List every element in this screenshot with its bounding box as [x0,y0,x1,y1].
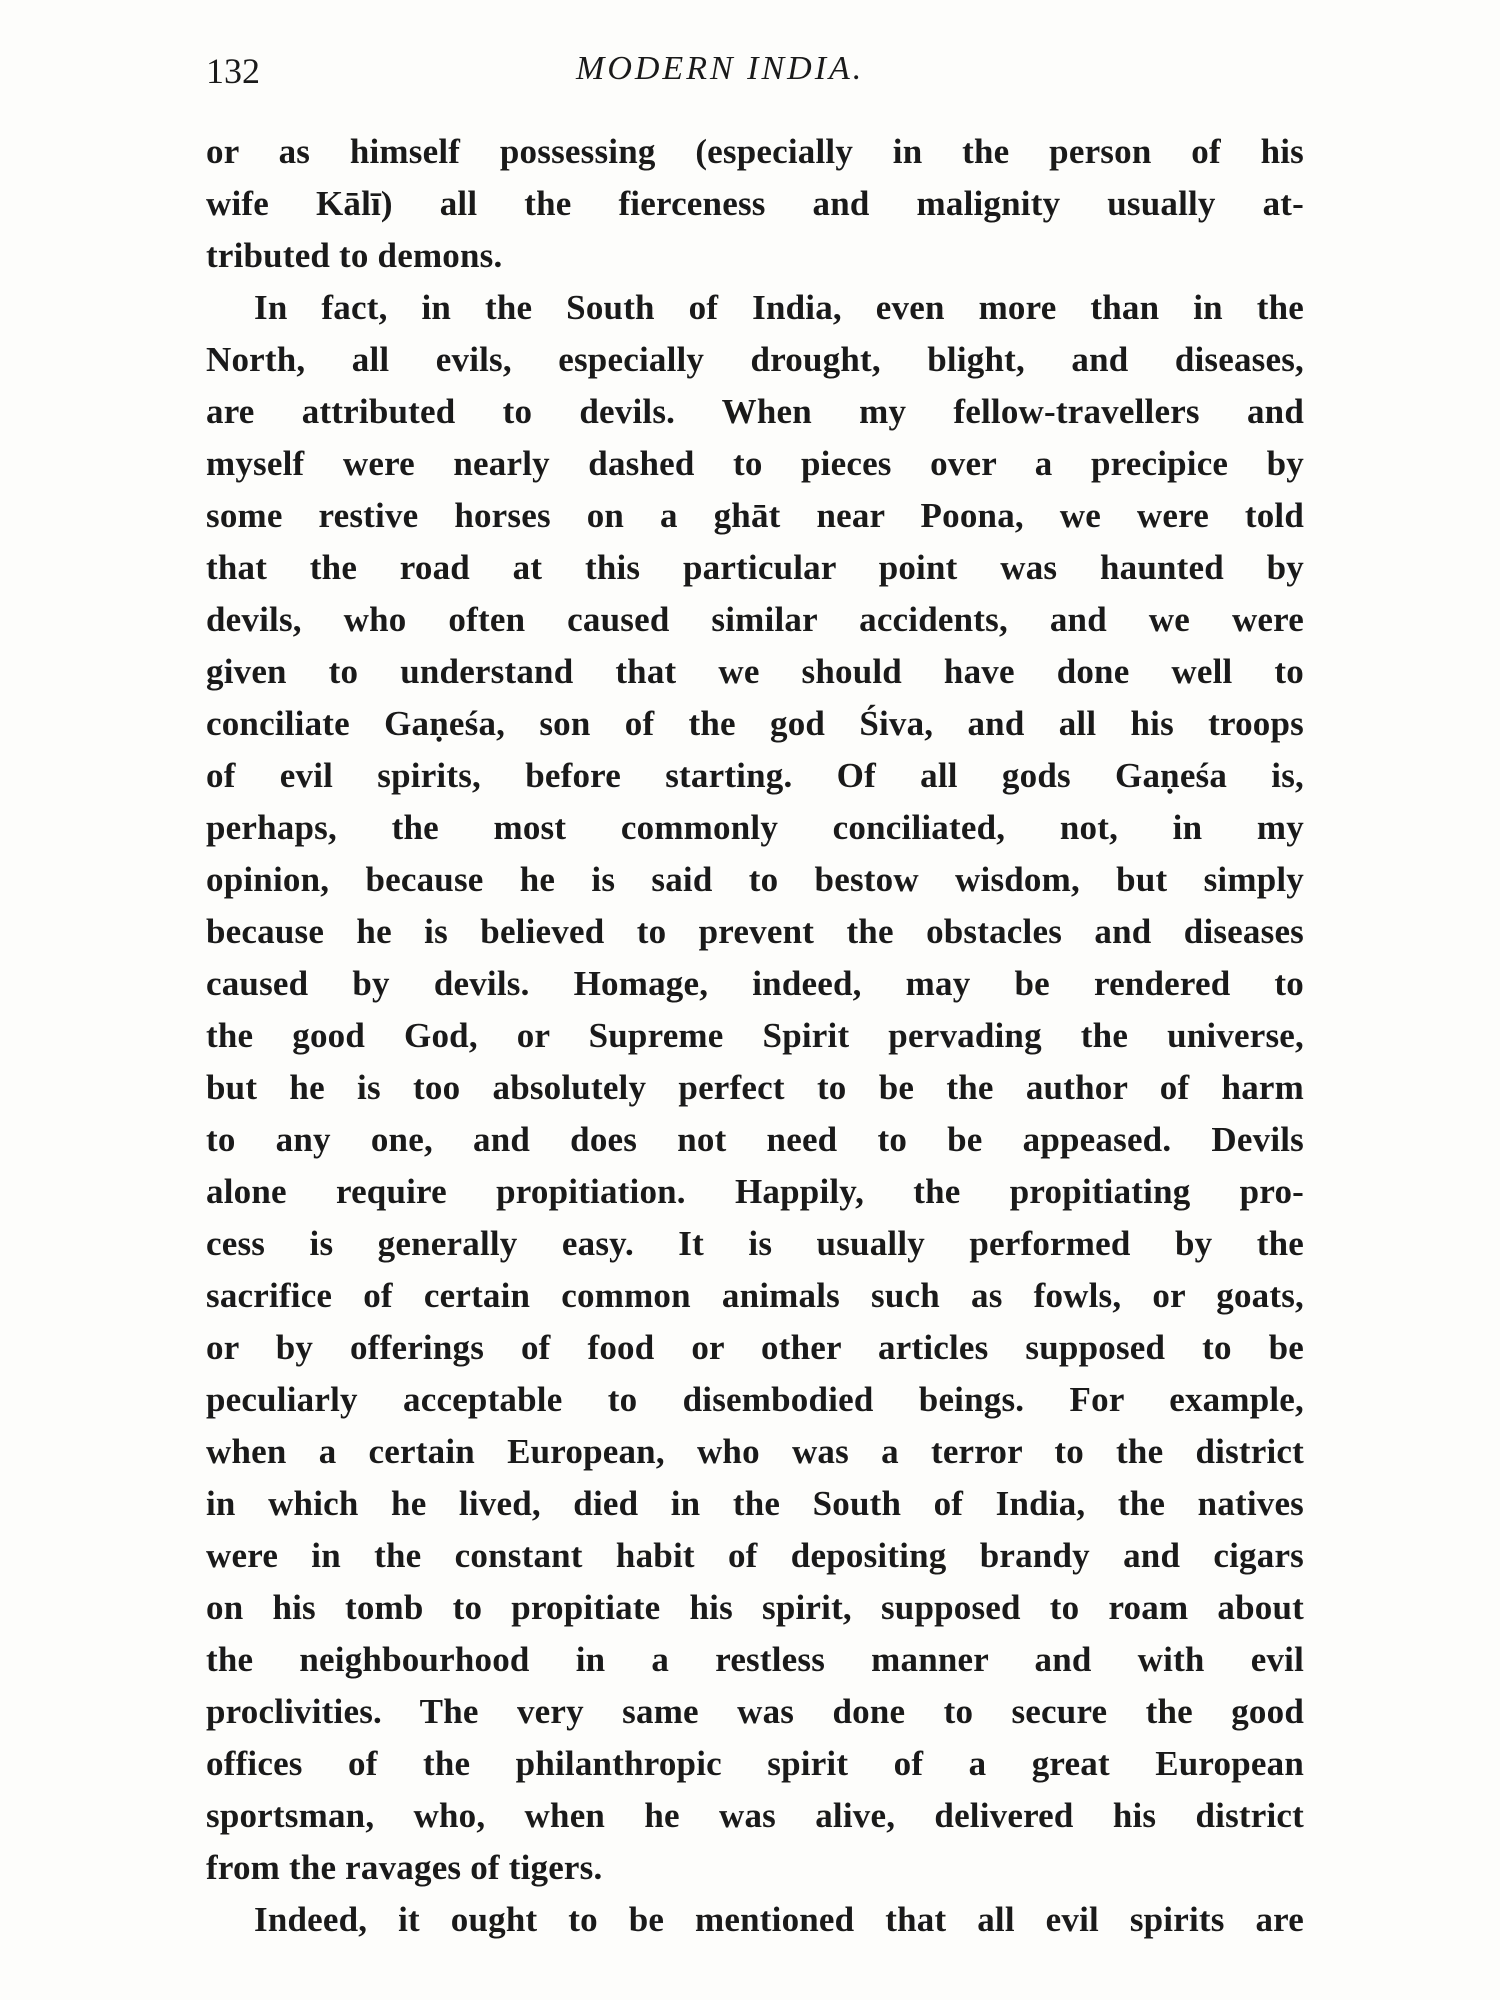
text-line: are attributed to devils. When my fellow-travellers and [206,392,1304,431]
text-line: or by offerings of food or other articles supposed to be [206,1328,1304,1367]
text-line: on his tomb to propitiate his spirit, supposed to roam about [206,1588,1304,1627]
text-line: that the road at this particular point was haunted by [206,548,1304,587]
text-line: were in the constant habit of depositing brandy and cigars [206,1536,1304,1575]
text-line: because he is believed to prevent the obstacles and diseases [206,912,1304,951]
body-text [206,126,1304,1946]
text-line: opinion, because he is said to bestow wisdom, but simply [206,860,1304,899]
text-line: North, all evils, especially drought, blight, and diseases, [206,340,1304,379]
text-line: peculiarly acceptable to disembodied beings. For example, [206,1380,1304,1419]
text-line: the good God, or Supreme Spirit pervading the universe, [206,1016,1304,1055]
text-line: to any one, and does not need to be appeased. Devils [206,1120,1304,1159]
text-line: sportsman, who, when he was alive, delivered his district [206,1796,1304,1835]
text-line: when a certain European, who was a terror to the district [206,1432,1304,1471]
text-line: wife Kālī) all the fierceness and malignity usually at- [206,184,1304,223]
text-line: In fact, in the South of India, even more than in the [254,288,1304,327]
text-line: tributed to demons. [206,236,503,275]
text-line: in which he lived, died in the South of India, the natives [206,1484,1304,1523]
text-line: cess is generally easy. It is usually performed by the [206,1224,1304,1263]
page-number: 132 [206,51,260,91]
text-line: given to understand that we should have done well to [206,652,1304,691]
text-line: caused by devils. Homage, indeed, may be rendered to [206,964,1304,1003]
text-line: Indeed, it ought to be mentioned that all evil spirits are [254,1900,1304,1939]
text-line: conciliate Gaṇeśa, son of the god Śiva, and all his troops [206,704,1304,743]
text-line: offices of the philanthropic spirit of a great European [206,1744,1304,1783]
text-line: of evil spirits, before starting. Of all gods Gaṇeśa is, [206,756,1304,795]
text-line: myself were nearly dashed to pieces over a precipice by [206,444,1304,483]
text-line: but he is too absolutely perfect to be the author of harm [206,1068,1304,1107]
text-line: proclivities. The very same was done to secure the good [206,1692,1304,1731]
text-line: sacrifice of certain common animals such as fowls, or goats, [206,1276,1304,1315]
text-line: or as himself possessing (especially in the person of his [206,132,1304,171]
running-head: MODERN INDIA. [576,50,865,87]
page-header [206,50,1304,100]
text-line: from the ravages of tigers. [206,1848,603,1887]
text-line: some restive horses on a ghāt near Poona, we were told [206,496,1304,535]
text-line: alone require propitiation. Happily, the propitiating pro- [206,1172,1304,1211]
text-line: devils, who often caused similar accidents, and we were [206,600,1304,639]
text-line: perhaps, the most commonly conciliated, not, in my [206,808,1304,847]
text-line: the neighbourhood in a restless manner and with evil [206,1640,1304,1679]
